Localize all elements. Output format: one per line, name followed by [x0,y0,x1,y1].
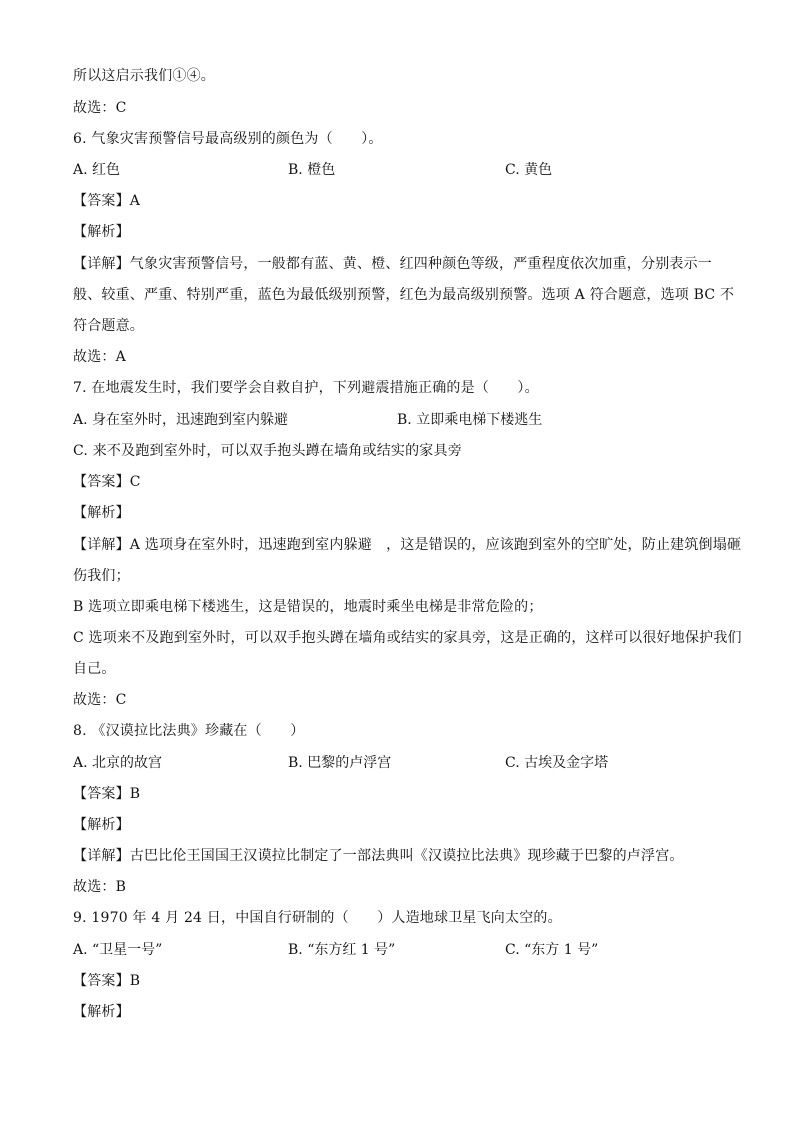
answer-label: 【答案】A [73,193,141,209]
choice-line: 故选：B [73,879,127,895]
question-6: 6. 气象灾害预警信号最高级别的颜色为（ ）。 [73,131,383,147]
option-a: A. 身在室外时，迅速跑到室内躲避 [73,412,289,428]
question-8: 8. 《汉谟拉比法典》珍藏在（ ） [73,723,305,739]
option-a: A. 北京的故宫 [73,755,163,771]
option-b: B. 橙色 [288,162,336,178]
choice-line: 故选：C [73,692,127,708]
explanation-line: 自己。 [73,661,116,677]
explanation-line: 符合题意。 [73,318,144,334]
analysis-label: 【解析】 [73,505,130,521]
question-9: 9. 1970 年 4 月 24 日，中国自行研制的（ ）人造地球卫星飞向太空的。 [73,910,562,926]
analysis-label: 【解析】 [73,1004,130,1020]
option-c: C. “东方 1 号” [505,942,599,958]
option-b: B. 巴黎的卢浮宫 [288,755,392,771]
explanation-line: 【详解】古巴比伦王国国王汉谟拉比制定了一部法典叫《汉谟拉比法典》现珍藏于巴黎的卢浮宫。 [73,848,684,864]
option-c: C. 黄色 [505,162,553,178]
choice-line: 故选：A [73,349,126,365]
text-line: 所以这启示我们①④。 [73,68,215,84]
option-b: B. 立即乘电梯下楼逃生 [397,412,543,428]
explanation-line: 【详解】气象灾害预警信号，一般都有蓝、黄、橙、红四种颜色等级，严重程度依次加重，分别表示一 [73,256,712,272]
analysis-label: 【解析】 [73,817,130,833]
analysis-label: 【解析】 [73,224,130,240]
option-b: B. “东方红 1 号” [288,942,396,958]
question-7: 7. 在地震发生时，我们要学会自救自护，下列避震措施正确的是（ ）。 [73,380,539,396]
explanation-line: C 选项来不及跑到室外时，可以双手抱头蹲在墙角或结实的家具旁，这是正确的，这样可以很好地保护我们 [73,630,742,646]
answer-label: 【答案】B [73,786,141,802]
text-line: 故选：C [73,100,127,116]
answer-label: 【答案】B [73,973,141,989]
explanation-line: 伤我们； [73,568,130,584]
option-c: C. 古埃及金字塔 [505,755,609,771]
option-a: A. 红色 [73,162,121,178]
option-c: C. 来不及跑到室外时，可以双手抱头蹲在墙角或结实的家具旁 [73,443,462,459]
explanation-line: 【详解】A 选项身在室外时，迅速跑到室内躲避 ，这是错误的，应该跑到室外的空旷处，防止建筑倒塌砸 [73,537,742,553]
explanation-line: 般、较重、严重、特别严重，蓝色为最低级别预警，红色为最高级别预警。选项 A 符合题意，选项 BC 不 [73,287,735,303]
option-a: A. “卫星一号” [73,942,163,958]
explanation-line: B 选项立即乘电梯下楼逃生，这是错误的，地震时乘坐电梯是非常危险的； [73,599,543,615]
answer-label: 【答案】C [73,474,141,490]
